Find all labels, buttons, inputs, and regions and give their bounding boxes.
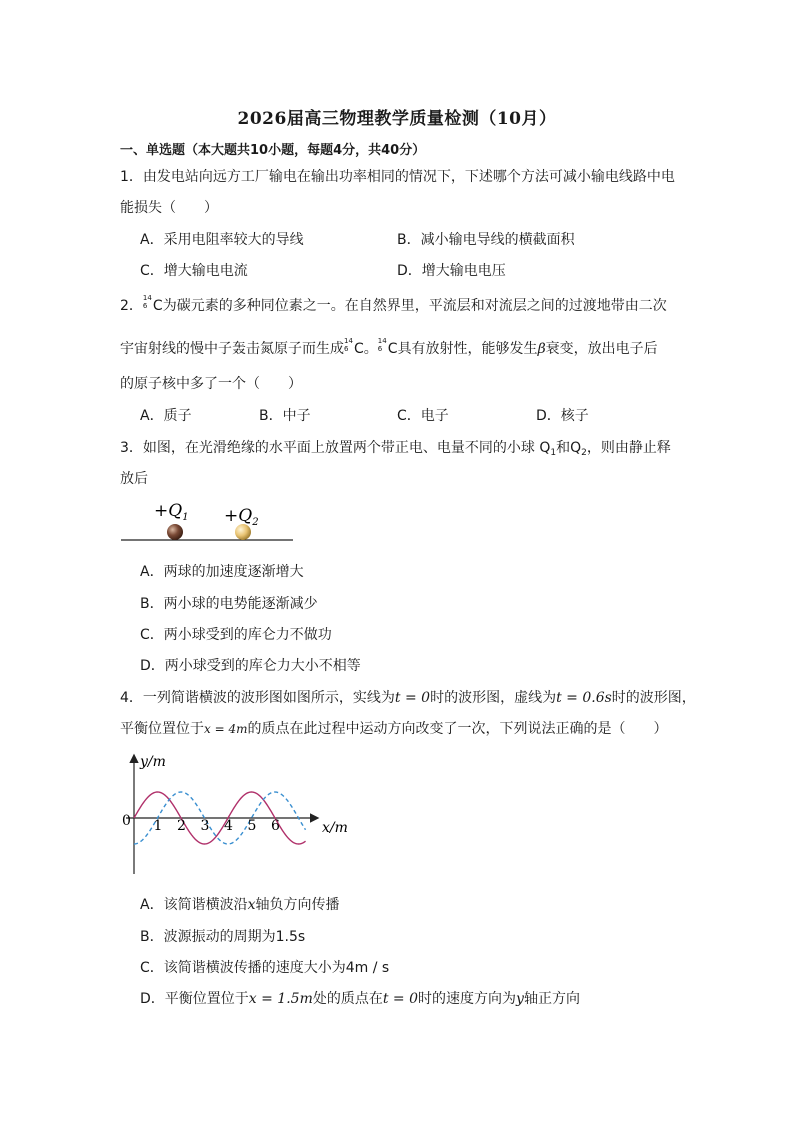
q4-text: 处的质点在 xyxy=(312,991,383,1007)
q4-text: 轴负方向传播 xyxy=(255,897,340,913)
q4-text: 平衡位置位于 xyxy=(120,721,204,737)
x-tick-label: 6 xyxy=(271,818,280,834)
q3-stem-line2: 放后 xyxy=(120,471,148,487)
q4-math: t = 0 xyxy=(394,690,431,706)
q2-number: 2． xyxy=(120,298,143,314)
q4-option-c: C．该简谐横波传播的速度大小为4m / s xyxy=(140,960,390,976)
iso-mass: 14 xyxy=(142,294,152,302)
q1-option-b: B．减小输电导线的横截面积 xyxy=(397,232,575,248)
q3-option-c: C．两小球受到的库仑力不做功 xyxy=(140,627,332,643)
q4-stem-line1 xyxy=(120,687,696,707)
q4-text: 的质点在此过程中运动方向改变了一次，下列说法正确的是（ ） xyxy=(247,721,668,737)
q4-math: t = 0.6s xyxy=(556,690,612,706)
q2-text: 。 xyxy=(363,341,378,357)
q4-option-d xyxy=(140,988,580,1008)
q2-text: 宇宙射线的慢中子轰击氮原子而生成 xyxy=(120,341,344,357)
q4-math: x = 4m xyxy=(204,722,248,736)
q4-stem-line2 xyxy=(120,718,667,738)
q3-stem-line1 xyxy=(120,437,671,458)
iso-atomic: 6 xyxy=(142,302,148,310)
iso-atomic: 6 xyxy=(377,345,383,353)
x-tick-label: 1 xyxy=(153,818,163,834)
iso-symbol: C xyxy=(152,298,163,314)
iso-atomic: 6 xyxy=(344,345,349,353)
iso-symbol: C xyxy=(354,341,364,357)
q1-option-c: C．增大输电电流 xyxy=(140,263,248,279)
page-title: 2026届高三物理教学质量检测（10月） xyxy=(237,109,557,129)
q4-text: 时的波形图， xyxy=(611,690,696,706)
origin-label: 0 xyxy=(122,813,131,829)
charged-balls-figure xyxy=(118,496,298,544)
iso-mass: 14 xyxy=(377,337,387,345)
q4-text: D．平衡位置位于 xyxy=(140,991,249,1007)
x-tick-label: 3 xyxy=(200,818,210,834)
q2-text: 具有放射性，能够发生 xyxy=(397,341,538,357)
q3-subscript: 2 xyxy=(581,448,587,458)
q3-option-a: A．两球的加速度逐渐增大 xyxy=(140,564,304,580)
isotope-c14 xyxy=(377,337,388,355)
q2-option-b: B．中子 xyxy=(259,408,311,424)
q2-text: 为碳元素的多种同位素之一。在自然界里，平流层和对流层之间的过渡地带由二次 xyxy=(162,298,667,314)
y-axis-label: y/m xyxy=(140,754,166,770)
q2-option-d: D．核子 xyxy=(536,408,589,424)
q2-stem-line1 xyxy=(120,295,667,315)
ball-q1 xyxy=(167,524,183,540)
q3-option-d: D．两小球受到的库仑力大小不相等 xyxy=(140,658,361,674)
isotope-c14 xyxy=(344,337,354,355)
q4-math: y xyxy=(516,991,524,1007)
q1-option-d: D．增大输电电压 xyxy=(397,263,506,279)
q3-option-b: B．两小球的电势能逐渐减少 xyxy=(140,596,318,612)
x-axis-label: x/m xyxy=(322,820,348,836)
q4-text: A．该简谐横波沿 xyxy=(140,897,248,913)
q2-text: 衰变，放出电子后 xyxy=(545,341,658,357)
iso-mass: 14 xyxy=(344,337,353,345)
ball-q2 xyxy=(235,524,251,540)
beta-symbol: β xyxy=(537,341,546,357)
isotope-c14 xyxy=(142,294,153,312)
x-tick-label: 4 xyxy=(224,818,233,834)
q1-option-a: A．采用电阻率较大的导线 xyxy=(140,232,304,248)
q4-text: 4．一列简谐横波的波形图如图所示，实线为 xyxy=(120,690,395,706)
q2-option-c: C．电子 xyxy=(397,408,449,424)
label-q2: $+Q_2$ xyxy=(224,506,259,528)
x-tick-label: 2 xyxy=(177,818,186,834)
label-q1: $+Q_1$ xyxy=(154,501,189,523)
q1-stem-line2: 能损失（ ） xyxy=(120,200,218,216)
x-tick-label: 5 xyxy=(247,818,257,834)
q1-stem-line1: 1．由发电站向远方工厂输电在输出功率相同的情况下，下述哪个方法可减小输电线路中电 xyxy=(120,169,675,185)
q3-text: ，则由静止释 xyxy=(586,440,671,456)
q2-stem-line3: 的原子核中多了一个（ ） xyxy=(120,376,302,392)
q4-option-a xyxy=(140,894,339,914)
q2-option-a: A．质子 xyxy=(140,408,192,424)
q4-option-b: B．波源振动的周期为1.5s xyxy=(140,929,306,945)
q4-text: 时的波形图，虚线为 xyxy=(430,690,557,706)
q3-text: 3．如图，在光滑绝缘的水平面上放置两个带正电、电量不同的小球 Q xyxy=(120,440,551,456)
q3-subscript: 1 xyxy=(550,448,557,458)
wave-graph xyxy=(112,748,357,880)
q4-math: x = 1.5m xyxy=(248,991,313,1007)
q4-math: x xyxy=(247,897,256,913)
q2-stem-line2 xyxy=(120,338,658,358)
q4-text: 时的速度方向为 xyxy=(418,991,517,1007)
q4-math: t = 0 xyxy=(382,991,419,1007)
q4-text: 轴正方向 xyxy=(523,991,580,1007)
x-tick-labels xyxy=(154,818,281,834)
q3-text: 和Q xyxy=(556,440,582,456)
iso-symbol: C xyxy=(387,341,398,357)
section-heading: 一、单选题（本大题共10小题，每题4分，共40分） xyxy=(120,143,426,158)
